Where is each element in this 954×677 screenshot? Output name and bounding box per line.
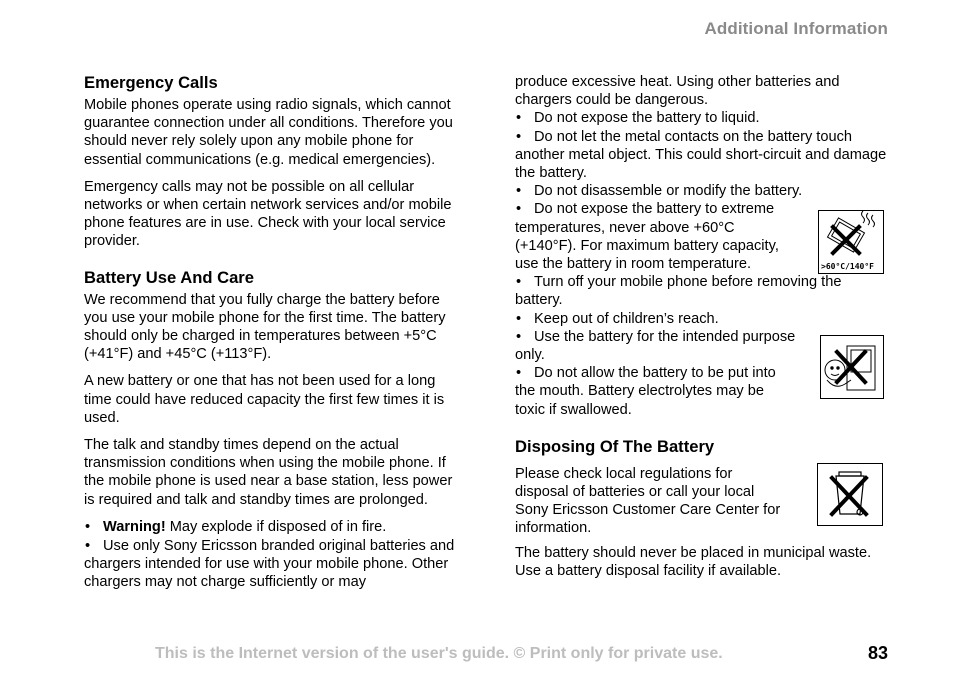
- temperature-icon-label: >60°C/140°F: [821, 262, 874, 271]
- bullet-dot: •: [516, 128, 522, 145]
- emergency-paragraph-2: Emergency calls may not be possible on all cellular networks or when certain network services and/or mobile phone features are in use. Check with your local service provider.: [84, 178, 452, 250]
- temperature-warning-icon: [818, 210, 884, 274]
- original-batteries-bullet: [84, 537, 462, 592]
- footer-notice: This is the Internet version of the user's guide. © Print only for private use.: [155, 645, 723, 662]
- bullet-text: Keep out of children’s reach.: [534, 310, 719, 327]
- emergency-paragraph-1: Mobile phones operate using radio signals, which cannot guarantee connection under all conditions. Therefore you should never rely solely upon any mobile phone for essential communications (e.g. medical emergencies).: [84, 97, 453, 168]
- battery-paragraph-1: We recommend that you fully charge the battery before you use your mobile phone for the first time. The battery should only be charged in temperatures between +5°C (+41°F) and +45°C (+113°F).: [84, 291, 446, 363]
- bullet-text: Use the battery for the intended purpose only.: [515, 328, 796, 364]
- bullet-text: Do not expose the battery to liquid.: [534, 110, 760, 127]
- original-batteries-text: Use only Sony Ericsson branded original batteries and chargers intended for use with your mobile phone. Other chargers may not charge sufficiently or may: [84, 538, 455, 591]
- crossed-bin-svg: [818, 464, 882, 525]
- bullet-text: Do not let the metal contacts on the battery touch another metal object. This could short-circuit and damage the battery.: [515, 128, 887, 182]
- left-column: [84, 73, 462, 592]
- bullet-temperature: [515, 200, 797, 273]
- bullet-intended-purpose: [515, 328, 797, 364]
- bullet-disassemble: [515, 182, 887, 200]
- bullet-dot: •: [85, 538, 91, 555]
- child-warning-icon: [820, 335, 884, 399]
- page-number: 83: [867, 643, 888, 663]
- disposing-paragraph-1: Please check local regulations for disposal of batteries or call your local Sony Ericsson Customer Care Center for information.: [515, 465, 781, 537]
- bullet-text: Do not allow the battery to be put into the mouth. Battery electrolytes may be toxic if swallowed.: [515, 365, 776, 418]
- bullet-dot: •: [516, 310, 522, 327]
- disposing-paragraph-2: The battery should never be placed in municipal waste. Use a battery disposal facility if available.: [515, 544, 872, 579]
- emergency-calls-heading: Emergency Calls: [84, 73, 218, 92]
- child-warning-svg: [821, 336, 883, 398]
- bullet-text: Do not expose the battery to extreme temperatures, never above +60°C (+140°F). For maximum battery capacity, use the battery in room temperature.: [515, 201, 779, 273]
- bullet-liquid: [515, 109, 887, 127]
- bullet-dot: •: [516, 365, 522, 382]
- bullet-dot: •: [85, 518, 91, 535]
- section-header: Additional Information: [704, 19, 888, 38]
- battery-use-heading: Battery Use And Care: [84, 267, 254, 287]
- crossed-bin-icon: [817, 463, 883, 526]
- bullet-dot: •: [516, 110, 522, 127]
- battery-paragraph-2: A new battery or one that has not been used for a long time could have reduced capacity the first few times it is used.: [84, 373, 445, 426]
- bullet-dot: •: [516, 201, 522, 218]
- bullet-dot: •: [516, 328, 522, 345]
- bullet-turn-off: [515, 273, 887, 309]
- warning-bullet: [84, 518, 462, 536]
- battery-paragraph-3: The talk and standby times depend on the actual transmission conditions when using the mobile phone. If the mobile phone is used near a base station, less power is required and talk and standby times are prolonged.: [84, 437, 453, 508]
- disposing-heading: Disposing Of The Battery: [515, 436, 715, 456]
- bullet-text: Turn off your mobile phone before removing the battery.: [515, 274, 842, 309]
- warning-label: Warning!: [103, 518, 166, 535]
- spacer: [515, 419, 887, 437]
- bullet-children: [515, 310, 816, 328]
- bullet-dot: •: [516, 183, 522, 200]
- bullet-mouth: [515, 364, 797, 419]
- warning-text: May explode if disposed of in fire.: [165, 518, 387, 535]
- bullet-text: Do not disassemble or modify the battery.: [534, 183, 803, 200]
- bullet-dot: •: [516, 274, 522, 291]
- bullet-metal-contacts: [515, 128, 887, 183]
- continued-text: produce excessive heat. Using other batteries and chargers could be dangerous.: [515, 74, 840, 109]
